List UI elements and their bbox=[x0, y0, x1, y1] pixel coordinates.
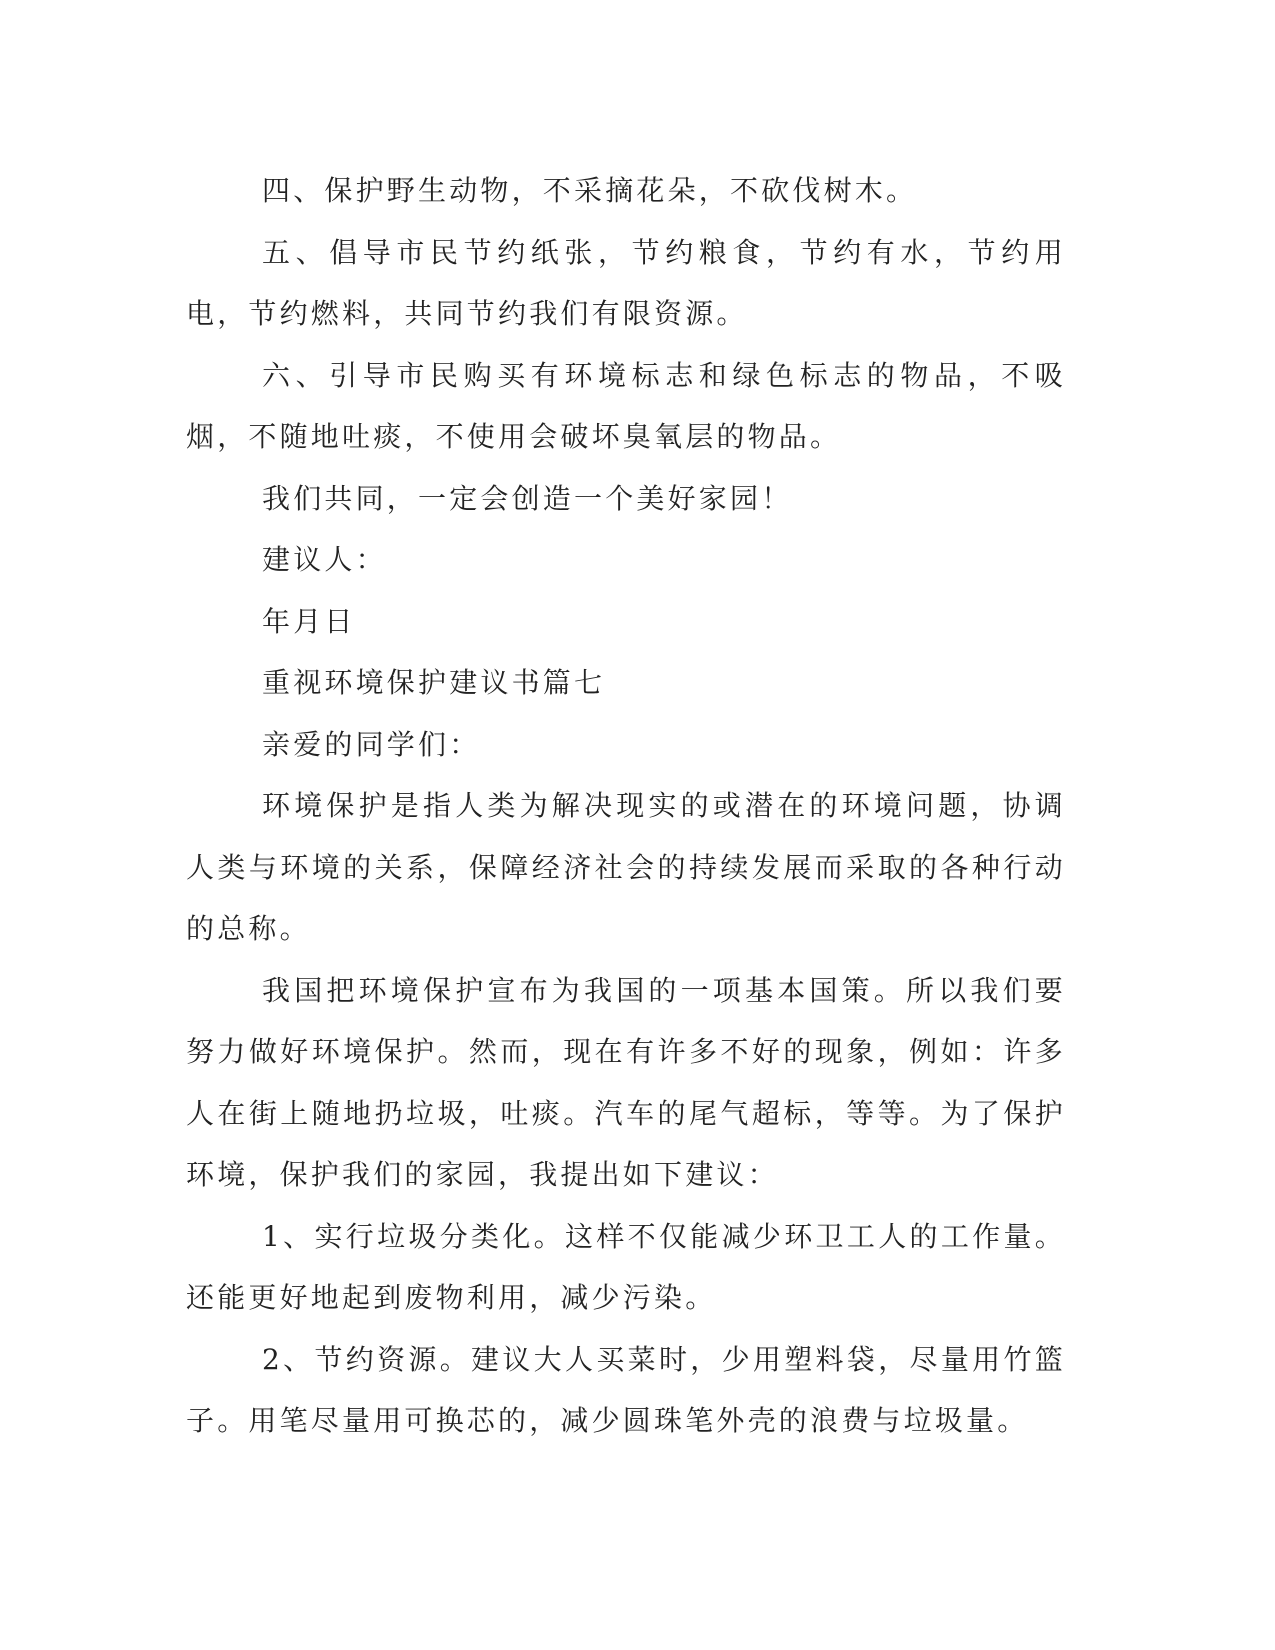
signature-date: 年月日 bbox=[262, 604, 356, 638]
paragraph-national-policy: 我国把环境保护宣布为我国的一项基本国策。所以我们要努力做好环境保护。然而，现在有许多不好的现象，例如：许多人在街上随地扔垃圾，吐痰。汽车的尾气超标，等等。为了保护环境，保护我们的家园，我提出如下建议： bbox=[186, 973, 1066, 1191]
paragraph-protect-wildlife: 四、保护野生动物，不采摘花朵，不砍伐树木。 bbox=[262, 174, 918, 207]
paragraph-save-materials: 2、节约资源。建议大人买菜时，少用塑料袋，尽量用竹篮子。用笔尽量用可换芯的，减少圆珠笔外壳的浪费与垃圾量。 bbox=[186, 1342, 1066, 1437]
salutation: 亲爱的同学们： bbox=[262, 727, 481, 761]
signature-proposer: 建议人： bbox=[262, 543, 387, 576]
paragraph-garbage-sorting: 1、实行垃圾分类化。这样不仅能减少环卫工人的工作量。还能更好地起到废物利用，减少污染。 bbox=[186, 1219, 1066, 1314]
paragraph-save-resources: 五、倡导市民节约纸张，节约粮食，节约有水，节约用电，节约燃料，共同节约我们有限资源。 bbox=[186, 235, 1066, 330]
document-body bbox=[186, 160, 1066, 1452]
paragraph-closing-statement: 我们共同，一定会创造一个美好家园！ bbox=[262, 481, 793, 515]
paragraph-green-products: 六、引导市民购买有环境标志和绿色标志的物品，不吸烟，不随地吐痰，不使用会破坏臭氧层的物品。 bbox=[186, 358, 1066, 453]
paragraph-definition: 环境保护是指人类为解决现实的或潜在的环境问题，协调人类与环境的关系，保障经济社会的持续发展而采取的各种行动的总称。 bbox=[186, 789, 1066, 945]
section-title: 重视环境保护建议书篇七 bbox=[262, 666, 606, 699]
